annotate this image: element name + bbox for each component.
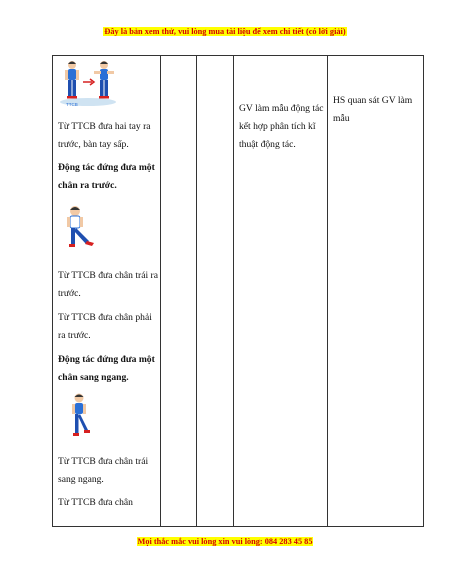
student-activity-text: HS quan sát GV làm mẫu — [333, 95, 413, 124]
instruction-text: Từ TTCB đưa chân trái sang ngang. — [58, 456, 149, 485]
instruction-text: Từ TTCB đưa chân — [58, 497, 133, 508]
child-figure-2 — [94, 61, 114, 99]
leg-forward-illustration — [61, 204, 99, 250]
empty-cell — [197, 56, 234, 527]
instruction-text: Từ TTCB đưa chân trái ra trước. — [58, 270, 158, 299]
exercise-heading: Động tác đứng đưa một chân sang ngang. — [58, 354, 155, 383]
content-cell — [53, 56, 161, 527]
child-figure-1 — [65, 61, 79, 99]
teacher-activity-cell — [234, 56, 328, 527]
preview-banner-text: Đây là bản xem thử, vui lòng mua tài liệu để xem chi tiết (có lời giải) — [104, 27, 346, 36]
preview-banner — [0, 27, 450, 36]
contact-banner — [0, 537, 450, 546]
contact-banner-text: Mọi thắc mắc vui lòng xin vui lòng: 084 283 45 85 — [137, 537, 313, 546]
empty-cell — [161, 56, 197, 527]
instruction-text: Từ TTCB đưa hai tay ra trước, bàn tay sấp. — [58, 121, 151, 150]
leg-sideways-illustration — [67, 392, 93, 440]
figure-label: TTCB — [66, 102, 78, 107]
student-activity-cell — [328, 56, 424, 527]
teacher-activity-text: GV làm mẫu động tác kết hợp phân tích kĩ thuật động tác. — [239, 103, 324, 150]
instruction-text: Từ TTCB đưa chân phải ra trước. — [58, 312, 152, 341]
arms-forward-illustration — [58, 58, 118, 108]
table-row — [53, 56, 424, 527]
lesson-table — [52, 55, 424, 527]
exercise-heading: Động tác đứng đưa một chân ra trước. — [58, 162, 155, 191]
